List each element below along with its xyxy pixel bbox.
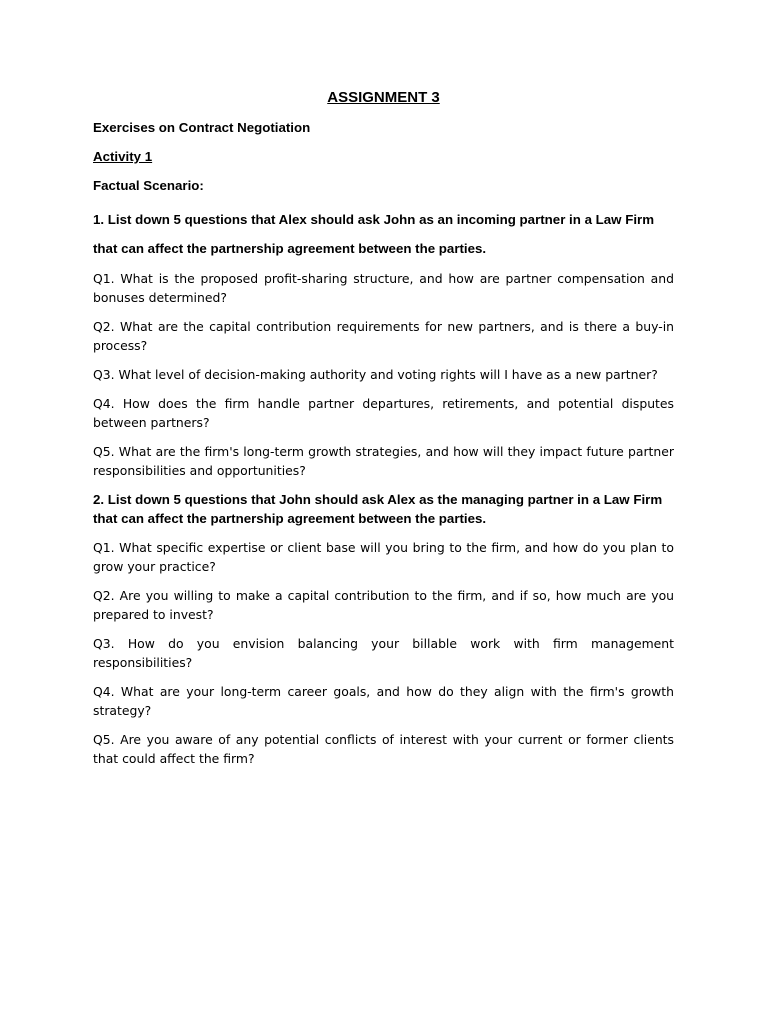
section-1-question-1: Q1. What is the proposed profit-sharing structure, and how are partner compensation and bonuses determined?	[93, 271, 674, 305]
section-1-question-5: Q5. What are the firm's long-term growth strategies, and how will they impact future partner responsibilities and opportunities?	[93, 444, 674, 478]
section-2-question-2: Q2. Are you willing to make a capital contribution to the firm, and if so, how much are you prepared to invest?	[93, 588, 674, 622]
section-2-question-5: Q5. Are you aware of any potential conflicts of interest with your current or former clients that could affect the firm?	[93, 732, 674, 766]
section-1-question-2: Q2. What are the capital contribution requirements for new partners, and is there a buy-in process?	[93, 319, 674, 353]
document-subtitle: Exercises on Contract Negotiation	[93, 120, 311, 135]
activity-heading: Activity 1	[93, 149, 153, 164]
scenario-label: Factual Scenario:	[93, 178, 204, 193]
section-1-question-3: Q3. What level of decision-making authority and voting rights will I have as a new partner?	[93, 367, 658, 382]
section-1-heading: 1. List down 5 questions that Alex should ask John as an incoming partner in a Law Firm that can affect the partnership agreement between the parties.	[93, 212, 655, 256]
section-2-question-4: Q4. What are your long-term career goals, and how do they align with the firm's growth strategy?	[93, 684, 674, 718]
section-2-question-1: Q1. What specific expertise or client base will you bring to the firm, and how do you plan to grow your practice?	[93, 540, 674, 574]
section-2-heading: 2. List down 5 questions that John should ask Alex as the managing partner in a Law Firm that can affect the partnership agreement between the parties.	[93, 492, 663, 526]
document-title: ASSIGNMENT 3	[327, 89, 440, 106]
section-1-question-4: Q4. How does the firm handle partner departures, retirements, and potential disputes between partners?	[93, 396, 674, 430]
section-2-question-3: Q3. How do you envision balancing your billable work with firm management responsibilities?	[93, 636, 674, 670]
document-content	[93, 88, 674, 778]
